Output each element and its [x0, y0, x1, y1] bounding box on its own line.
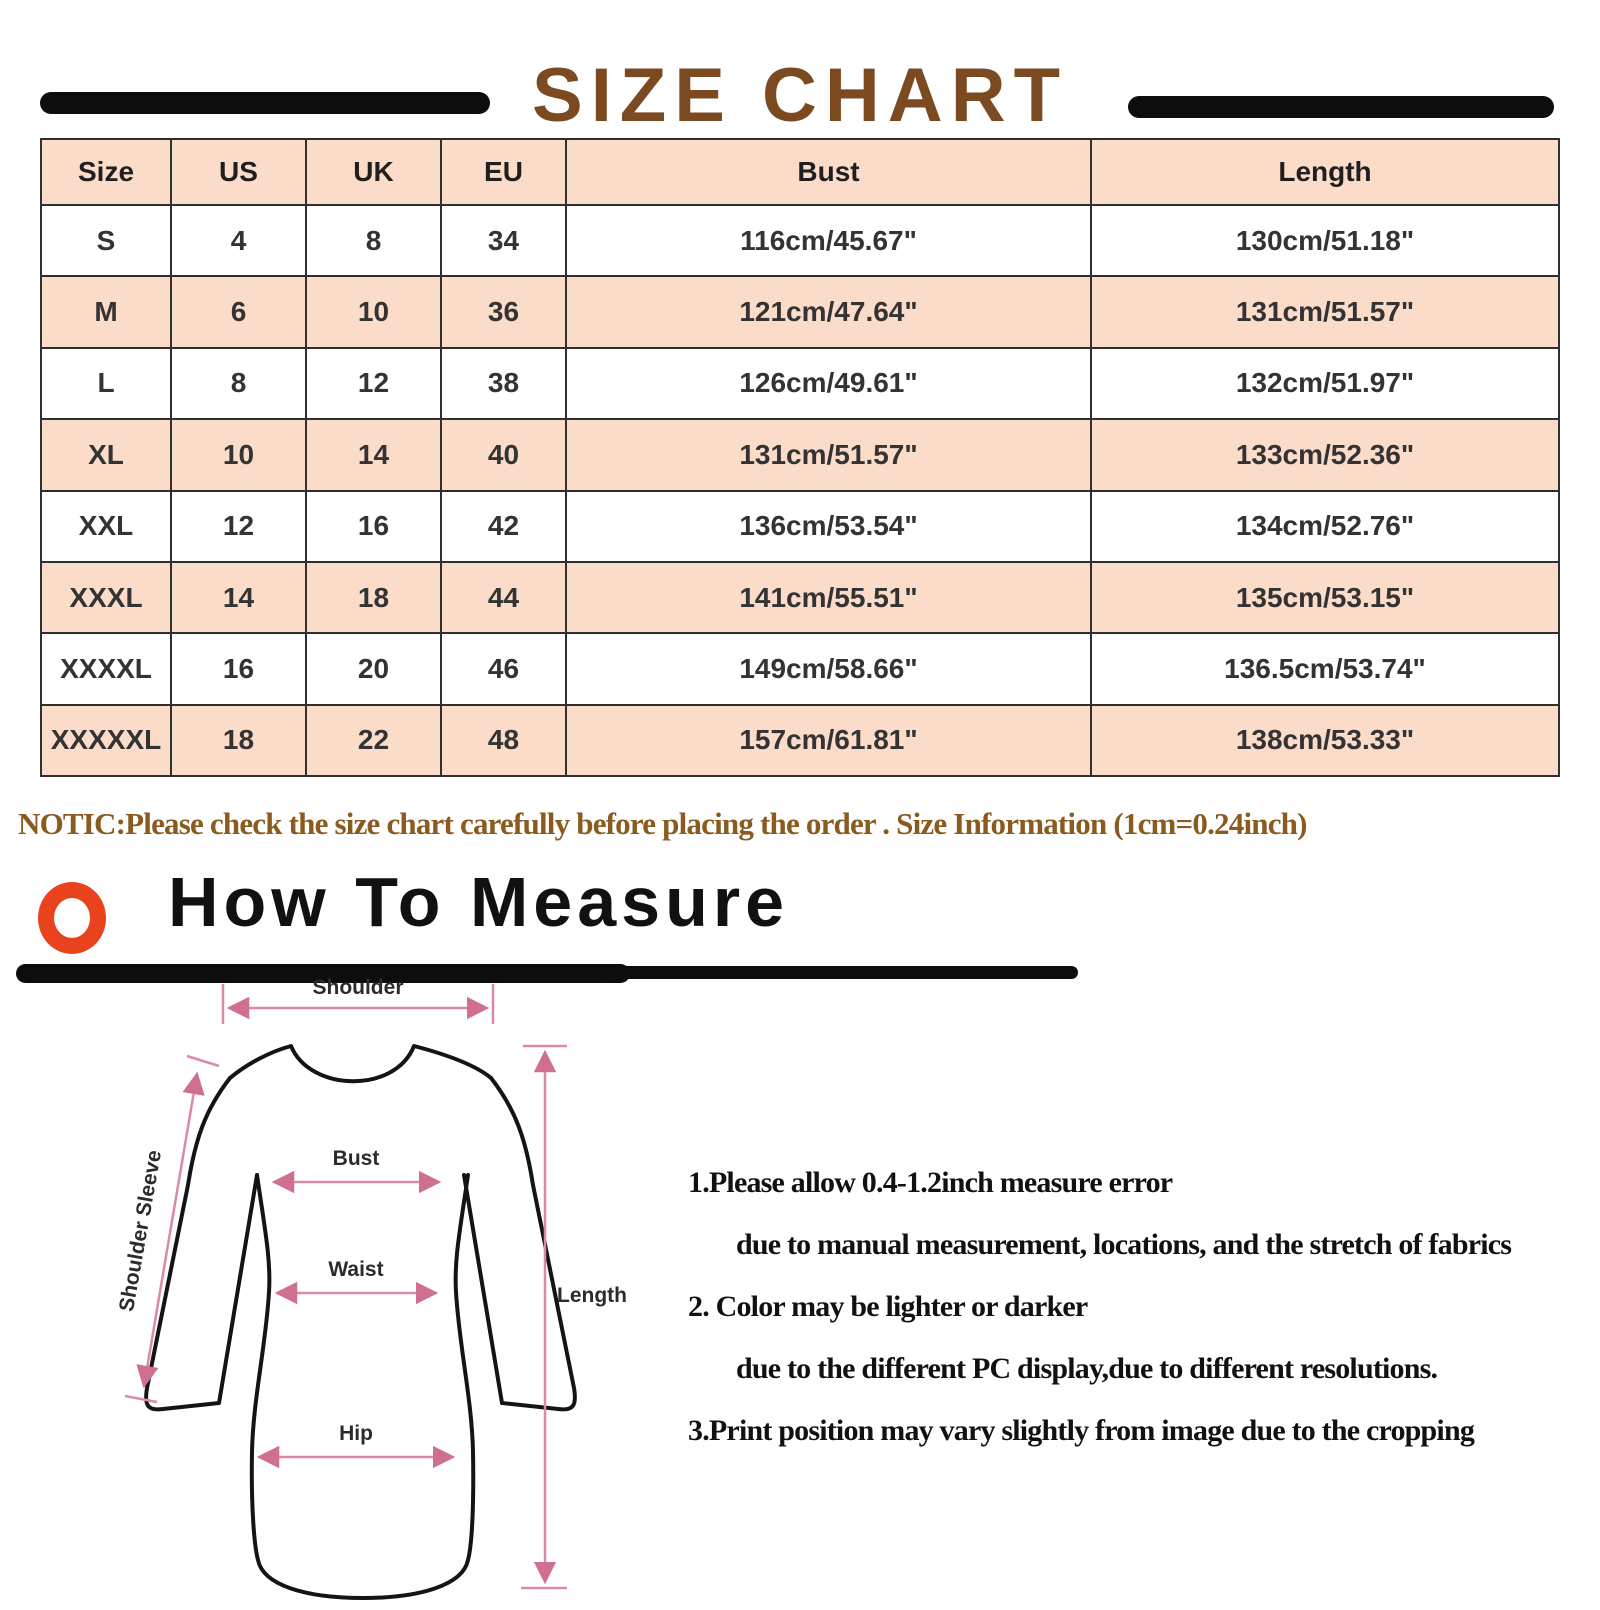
waist-label: Waist — [328, 1258, 384, 1281]
table-row — [41, 562, 1559, 633]
cell-size: S — [41, 205, 171, 276]
cell-uk: 16 — [306, 491, 441, 562]
cell-eu: 40 — [441, 419, 566, 490]
size-chart-table — [40, 138, 1560, 777]
hip-label: Hip — [339, 1422, 373, 1445]
shoulder-sleeve-measure — [115, 1056, 219, 1402]
shoulder-sleeve-label: Shoulder Sleeve — [115, 1148, 167, 1314]
cell-size: M — [41, 276, 171, 347]
measurement-diagram — [85, 960, 645, 1610]
shoulder-label: Shoulder — [312, 976, 404, 999]
shoulder-measure — [223, 976, 493, 1024]
how-to-measure-heading: How To Measure — [168, 863, 790, 941]
cell-us: 18 — [171, 705, 306, 776]
cell-length: 133cm/52.36" — [1091, 419, 1559, 490]
notice-text: NOTIC:Please check the size chart carefully before placing the order . Size Information (1cm=0.24inch) — [18, 806, 1307, 841]
cell-us: 14 — [171, 562, 306, 633]
cell-size: XXL — [41, 491, 171, 562]
table-row — [41, 419, 1559, 490]
cell-uk: 20 — [306, 633, 441, 704]
cell-us: 4 — [171, 205, 306, 276]
cell-bust: 157cm/61.81" — [566, 705, 1091, 776]
cell-bust: 141cm/55.51" — [566, 562, 1091, 633]
cell-bust: 116cm/45.67" — [566, 205, 1091, 276]
cell-length: 134cm/52.76" — [1091, 491, 1559, 562]
cell-length: 135cm/53.15" — [1091, 562, 1559, 633]
cell-bust: 149cm/58.66" — [566, 633, 1091, 704]
column-header-size: Size — [41, 139, 171, 205]
dress-outline — [146, 1046, 575, 1598]
column-header-bust: Bust — [566, 139, 1091, 205]
title-right-bar — [1128, 96, 1554, 118]
cell-length: 132cm/51.97" — [1091, 348, 1559, 419]
cell-length: 131cm/51.57" — [1091, 276, 1559, 347]
cell-size: XXXXXL — [41, 705, 171, 776]
cell-uk: 18 — [306, 562, 441, 633]
cell-size: L — [41, 348, 171, 419]
waist-measure — [277, 1258, 436, 1293]
note-line: 2. Color may be lighter or darker — [688, 1290, 1088, 1323]
cell-size: XXXL — [41, 562, 171, 633]
column-header-eu: EU — [441, 139, 566, 205]
cell-length: 130cm/51.18" — [1091, 205, 1559, 276]
cell-size: XL — [41, 419, 171, 490]
cell-uk: 22 — [306, 705, 441, 776]
cell-us: 6 — [171, 276, 306, 347]
table-row — [41, 705, 1559, 776]
note-line: due to the different PC display,due to different resolutions. — [736, 1352, 1438, 1385]
cell-eu: 38 — [441, 348, 566, 419]
cell-us: 12 — [171, 491, 306, 562]
note-line: due to manual measurement, locations, and the stretch of fabrics — [736, 1228, 1512, 1261]
cell-us: 16 — [171, 633, 306, 704]
cell-uk: 10 — [306, 276, 441, 347]
table-row — [41, 348, 1559, 419]
cell-eu: 48 — [441, 705, 566, 776]
cell-eu: 42 — [441, 491, 566, 562]
cell-bust: 121cm/47.64" — [566, 276, 1091, 347]
cell-bust: 126cm/49.61" — [566, 348, 1091, 419]
cell-bust: 136cm/53.54" — [566, 491, 1091, 562]
cell-size: XXXXL — [41, 633, 171, 704]
cell-us: 10 — [171, 419, 306, 490]
note-line: 1.Please allow 0.4-1.2inch measure error — [688, 1166, 1173, 1199]
cell-length: 138cm/53.33" — [1091, 705, 1559, 776]
heading-underline-bar-thin — [600, 966, 1078, 979]
length-label: Length — [557, 1284, 627, 1307]
table-row — [41, 276, 1559, 347]
bust-label: Bust — [332, 1147, 380, 1170]
cell-uk: 8 — [306, 205, 441, 276]
bust-measure — [274, 1147, 439, 1182]
column-header-us: US — [171, 139, 306, 205]
cell-uk: 12 — [306, 348, 441, 419]
table-row — [41, 491, 1559, 562]
length-measure — [521, 1046, 627, 1588]
cell-eu: 46 — [441, 633, 566, 704]
column-header-uk: UK — [306, 139, 441, 205]
page-title: SIZE CHART — [532, 53, 1068, 138]
hip-measure — [259, 1422, 453, 1457]
cell-eu: 34 — [441, 205, 566, 276]
notes-list — [688, 1152, 1568, 1462]
cell-us: 8 — [171, 348, 306, 419]
table-row — [41, 205, 1559, 276]
cell-eu: 36 — [441, 276, 566, 347]
orange-ring-icon — [38, 882, 106, 954]
table-header-row — [41, 139, 1559, 205]
cell-uk: 14 — [306, 419, 441, 490]
note-line: 3.Print position may vary slightly from image due to the cropping — [688, 1414, 1475, 1447]
table-row — [41, 633, 1559, 704]
cell-length: 136.5cm/53.74" — [1091, 633, 1559, 704]
cell-eu: 44 — [441, 562, 566, 633]
cell-bust: 131cm/51.57" — [566, 419, 1091, 490]
column-header-length: Length — [1091, 139, 1559, 205]
